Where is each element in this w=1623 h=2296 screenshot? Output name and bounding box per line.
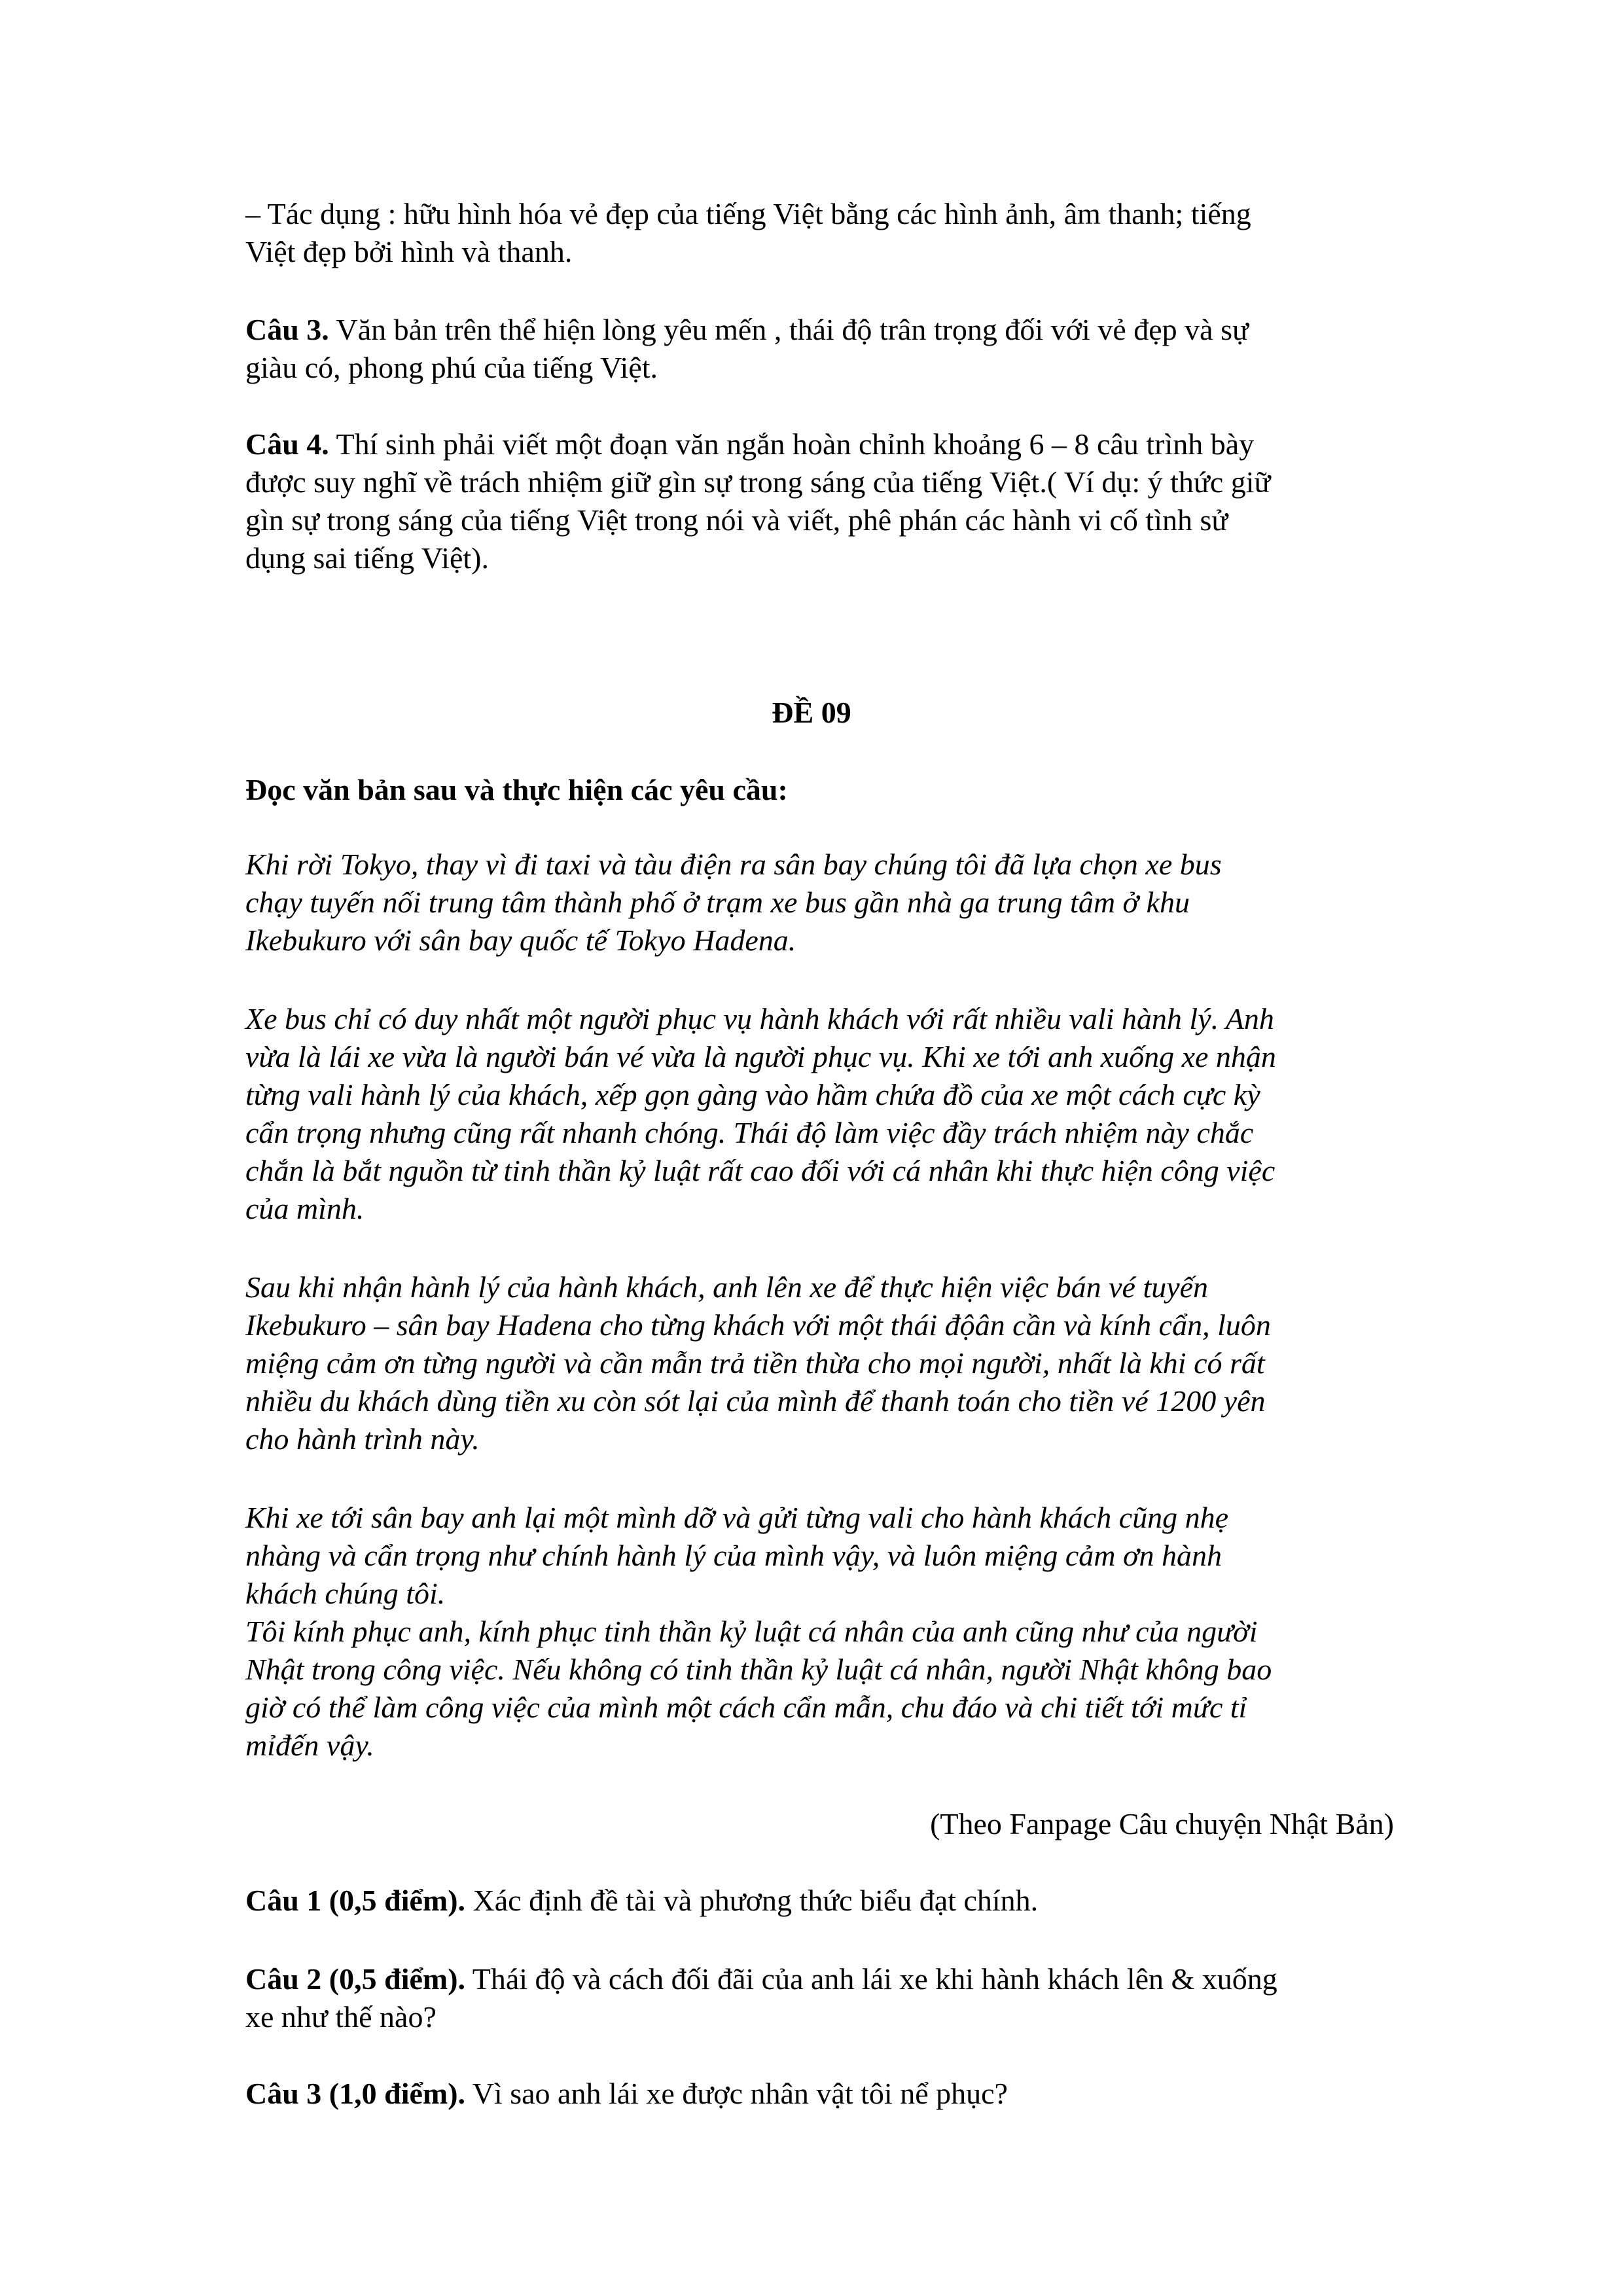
text-line: nhàng và cẩn trọng như chính hành lý của mình vậy, và luôn miệng cảm ơn hành [245, 1539, 1222, 1572]
passage-source: (Theo Fanpage Câu chuyện Nhật Bản) [930, 1807, 1394, 1840]
text-line: Sau khi nhận hành lý của hành khách, anh lên xe để thực hiện việc bán vé tuyến [245, 1270, 1209, 1304]
text-line: dụng sai tiếng Việt). [245, 541, 489, 575]
question-text: Vì sao anh lái xe được nhân vật tôi nể phục? [465, 2077, 1008, 2110]
text-line: Tôi kính phục anh, kính phục tinh thần kỷ luật cá nhân của anh cũng như của người [245, 1615, 1258, 1648]
text-line: Khi xe tới sân bay anh lại một mình dỡ và gửi từng vali cho hành khách cũng nhẹ [245, 1501, 1229, 1534]
question-text: Thái độ và cách đối đãi của anh lái xe khi hành khách lên & xuống [465, 1962, 1277, 1996]
text-line: mỉđến vậy. [245, 1729, 374, 1762]
text-line: vừa là lái xe vừa là người bán vé vừa là người phục vụ. Khi xe tới anh xuống xe nhận [245, 1040, 1276, 1073]
question-label: Câu 3 (1,0 điểm). [245, 2077, 466, 2110]
question-3 [245, 2075, 1397, 2113]
question-label: Câu 1 (0,5 điểm). [245, 1884, 466, 1917]
exam-instruction: Đọc văn bản sau và thực hiện các yêu cầu: [245, 773, 788, 806]
text-line: Văn bản trên thể hiện lòng yêu mến , thái độ trân trọng đối với vẻ đẹp và sự [329, 313, 1249, 346]
question-text: Xác định đề tài và phương thức biểu đạt chính. [465, 1884, 1039, 1917]
text-line: từng vali hành lý của khách, xếp gọn gàng vào hầm chứa đồ của xe một cách cực kỳ [245, 1078, 1260, 1111]
text-line: của mình. [245, 1192, 365, 1225]
question-1 [245, 1882, 1397, 1920]
answer-cau-3 [245, 311, 1397, 387]
question-2 [245, 1960, 1397, 2036]
text-line: giờ có thể làm công việc của mình một cách cẩn mẫn, chu đáo và chi tiết tới mức tỉ [245, 1691, 1247, 1724]
text-line: Khi rời Tokyo, thay vì đi taxi và tàu điện ra sân bay chúng tôi đã lựa chọn xe bus [245, 848, 1222, 881]
question-text-cont: xe như thế nào? [245, 2000, 437, 2034]
text-line: Việt đẹp bởi hình và thanh. [245, 235, 573, 268]
text-line: – Tác dụng : hữu hình hóa vẻ đẹp của tiếng Việt bằng các hình ảnh, âm thanh; tiếng [245, 197, 1251, 230]
text-line: chạy tuyến nối trung tâm thành phố ở trạm xe bus gần nhà ga trung tâm ở khu [245, 886, 1190, 919]
text-line: nhiều du khách dùng tiền xu còn sót lại của mình để thanh toán cho tiền vé 1200 yên [245, 1384, 1266, 1418]
question-label: Câu 2 (0,5 điểm). [245, 1962, 466, 1996]
text-line: Xe bus chỉ có duy nhất một người phục vụ hành khách với rất nhiều vali hành lý. Anh [245, 1002, 1274, 1035]
answer-tac-dung [245, 195, 1397, 271]
text-line: giàu có, phong phú của tiếng Việt. [245, 351, 658, 384]
passage-paragraph-4 [245, 1499, 1397, 1765]
text-line: Nhật trong công việc. Nếu không có tinh thần kỷ luật cá nhân, người Nhật không bao [245, 1653, 1272, 1686]
text-line: miệng cảm ơn từng người và cần mẫn trả tiền thừa cho mọi người, nhất là khi có rất [245, 1346, 1265, 1380]
passage-paragraph-2 [245, 1000, 1397, 1228]
text-line: Thí sinh phải viết một đoạn văn ngắn hoàn chỉnh khoảng 6 – 8 câu trình bày [329, 427, 1255, 461]
text-line: được suy nghĩ về trách nhiệm giữ gìn sự trong sáng của tiếng Việt.( Ví dụ: ý thức giữ [245, 465, 1271, 499]
text-line: cho hành trình này. [245, 1422, 480, 1456]
passage-paragraph-1 [245, 846, 1397, 960]
question-label: Câu 4. [245, 427, 329, 461]
exam-title: ĐỀ 09 [772, 696, 851, 729]
text-line: Ikebukuro với sân bay quốc tế Tokyo Hadena. [245, 924, 796, 957]
question-label: Câu 3. [245, 313, 329, 346]
answer-cau-4 [245, 425, 1397, 577]
text-line: gìn sự trong sáng của tiếng Việt trong nói và viết, phê phán các hành vi cố tình sử [245, 503, 1228, 537]
passage-paragraph-3 [245, 1268, 1397, 1458]
text-line: khách chúng tôi. [245, 1577, 446, 1610]
text-line: Ikebukuro – sân bay Hadena cho từng khách với một thái độân cần và kính cẩn, luôn [245, 1308, 1271, 1342]
text-line: chắn là bắt nguồn từ tinh thần kỷ luật rất cao đối với cá nhân khi thực hiện công việc [245, 1154, 1275, 1187]
text-line: cẩn trọng nhưng cũng rất nhanh chóng. Thái độ làm việc đầy trách nhiệm này chắc [245, 1116, 1254, 1149]
